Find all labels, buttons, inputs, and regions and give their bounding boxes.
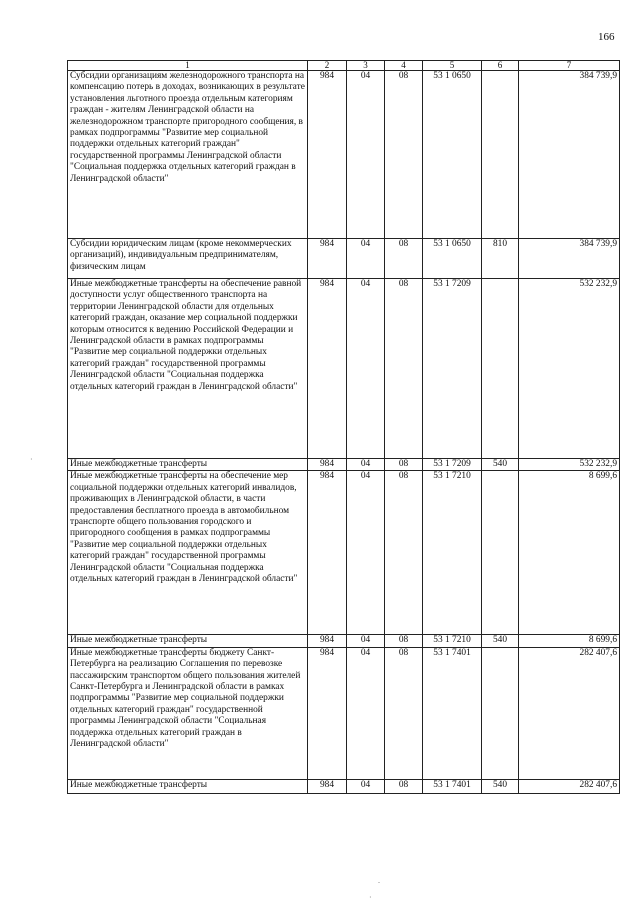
section-code: 04: [347, 239, 385, 279]
expense-type-code: [482, 279, 519, 459]
column-number: 5: [423, 61, 482, 71]
section-code: 04: [347, 471, 385, 635]
subsection-code: 08: [385, 779, 423, 793]
section-code: 04: [347, 279, 385, 459]
page-number: 166: [598, 31, 615, 43]
table-row: [68, 279, 620, 459]
target-article-code: 53 1 7209: [423, 279, 482, 459]
target-article-code: 53 1 0650: [423, 239, 482, 279]
amount: 282 407,6: [519, 647, 620, 779]
section-code: 04: [347, 459, 385, 471]
row-description: Субсидии юридическим лицам (кроме некоммерческих организаций), индивидуальным предпринимателям, физическим лицам: [68, 239, 308, 279]
row-description: Субсидии организациям железнодорожного транспорта на компенсацию потерь в доходах, возникающих в результате установления льготного проезда отдельным категориям граждан - жителям Ленинградской области на железнодорожном транспорте пригородного сообщения, в рамках подпрограммы "Развитие мер социальной поддержки отдельных категорий граждан" государственной программы Ленинградской области "Социальная поддержка отдельных категорий граждан в Ленинградской области": [68, 71, 308, 239]
table-row: [68, 635, 620, 647]
expense-type-code: 540: [482, 779, 519, 793]
row-description: Иные межбюджетные трансферты: [68, 779, 308, 793]
column-number: 3: [347, 61, 385, 71]
subsection-code: 08: [385, 71, 423, 239]
section-code: 04: [347, 71, 385, 239]
section-code: 04: [347, 647, 385, 779]
ministry-code: 984: [308, 71, 347, 239]
column-number: 2: [308, 61, 347, 71]
scan-speck: ·: [369, 893, 372, 902]
target-article-code: 53 1 7209: [423, 459, 482, 471]
table-row: [68, 471, 620, 635]
amount: 8 699,6: [519, 471, 620, 635]
table-row: [68, 71, 620, 239]
column-number: 6: [482, 61, 519, 71]
row-description: Иные межбюджетные трансферты: [68, 459, 308, 471]
expense-type-code: 540: [482, 459, 519, 471]
expense-type-code: [482, 71, 519, 239]
target-article-code: 53 1 7210: [423, 635, 482, 647]
target-article-code: 53 1 7210: [423, 471, 482, 635]
budget-table: [67, 60, 620, 794]
target-article-code: 53 1 7401: [423, 647, 482, 779]
column-number: 1: [68, 61, 308, 71]
ministry-code: 984: [308, 459, 347, 471]
subsection-code: 08: [385, 239, 423, 279]
subsection-code: 08: [385, 471, 423, 635]
expense-type-code: 810: [482, 239, 519, 279]
amount: 282 407,6: [519, 779, 620, 793]
subsection-code: 08: [385, 279, 423, 459]
table-row: [68, 239, 620, 279]
amount: 8 699,6: [519, 635, 620, 647]
expense-type-code: 540: [482, 635, 519, 647]
column-number: 7: [519, 61, 620, 71]
section-code: 04: [347, 635, 385, 647]
target-article-code: 53 1 0650: [423, 71, 482, 239]
row-description: Иные межбюджетные трансферты на обеспечение мер социальной поддержки отдельных категорий инвалидов, проживающих в Ленинградской области, в части предоставления бесплатного проезда в автомобильном транспорте общего пользования городского и пригородного сообщения в рамках подпрограммы "Развитие мер социальной поддержки отдельных категорий граждан" государственной программы Ленинградской области "Социальная поддержка отдельных категорий граждан в Ленинградской области": [68, 471, 308, 635]
target-article-code: 53 1 7401: [423, 779, 482, 793]
ministry-code: 984: [308, 635, 347, 647]
subsection-code: 08: [385, 635, 423, 647]
table-row: [68, 647, 620, 779]
amount: 384 739,9: [519, 71, 620, 239]
table-row: [68, 779, 620, 793]
expense-type-code: [482, 471, 519, 635]
subsection-code: 08: [385, 459, 423, 471]
scan-speck: ·: [30, 455, 33, 464]
table-header-row: [68, 61, 620, 71]
ministry-code: 984: [308, 647, 347, 779]
ministry-code: 984: [308, 779, 347, 793]
expense-type-code: [482, 647, 519, 779]
section-code: 04: [347, 779, 385, 793]
row-description: Иные межбюджетные трансферты бюджету Санкт-Петербурга на реализацию Соглашения по перевозке пассажирским транспортом общего пользования жителей Санкт-Петербурга и Ленинградской области в рамках подпрограммы "Развитие мер социальной поддержки отдельных категорий граждан" государственной программы Ленинградской области "Социальная поддержка отдельных категорий граждан в Ленинградской области": [68, 647, 308, 779]
scan-speck: .: [378, 876, 380, 885]
ministry-code: 984: [308, 471, 347, 635]
amount: 532 232,9: [519, 459, 620, 471]
ministry-code: 984: [308, 239, 347, 279]
amount: 384 739,9: [519, 239, 620, 279]
ministry-code: 984: [308, 279, 347, 459]
row-description: Иные межбюджетные трансферты на обеспечение равной доступности услуг общественного транспорта на территории Ленинградской области для отдельных категорий граждан, оказание мер социальной поддержки которым относится к ведению Российской Федерации и Ленинградской области в рамках подпрограммы "Развитие мер социальной поддержки отдельных категорий граждан" государственной программы Ленинградской области "Социальная поддержка отдельных категорий граждан в Ленинградской области": [68, 279, 308, 459]
subsection-code: 08: [385, 647, 423, 779]
table-row: [68, 459, 620, 471]
column-number: 4: [385, 61, 423, 71]
amount: 532 232,9: [519, 279, 620, 459]
row-description: Иные межбюджетные трансферты: [68, 635, 308, 647]
